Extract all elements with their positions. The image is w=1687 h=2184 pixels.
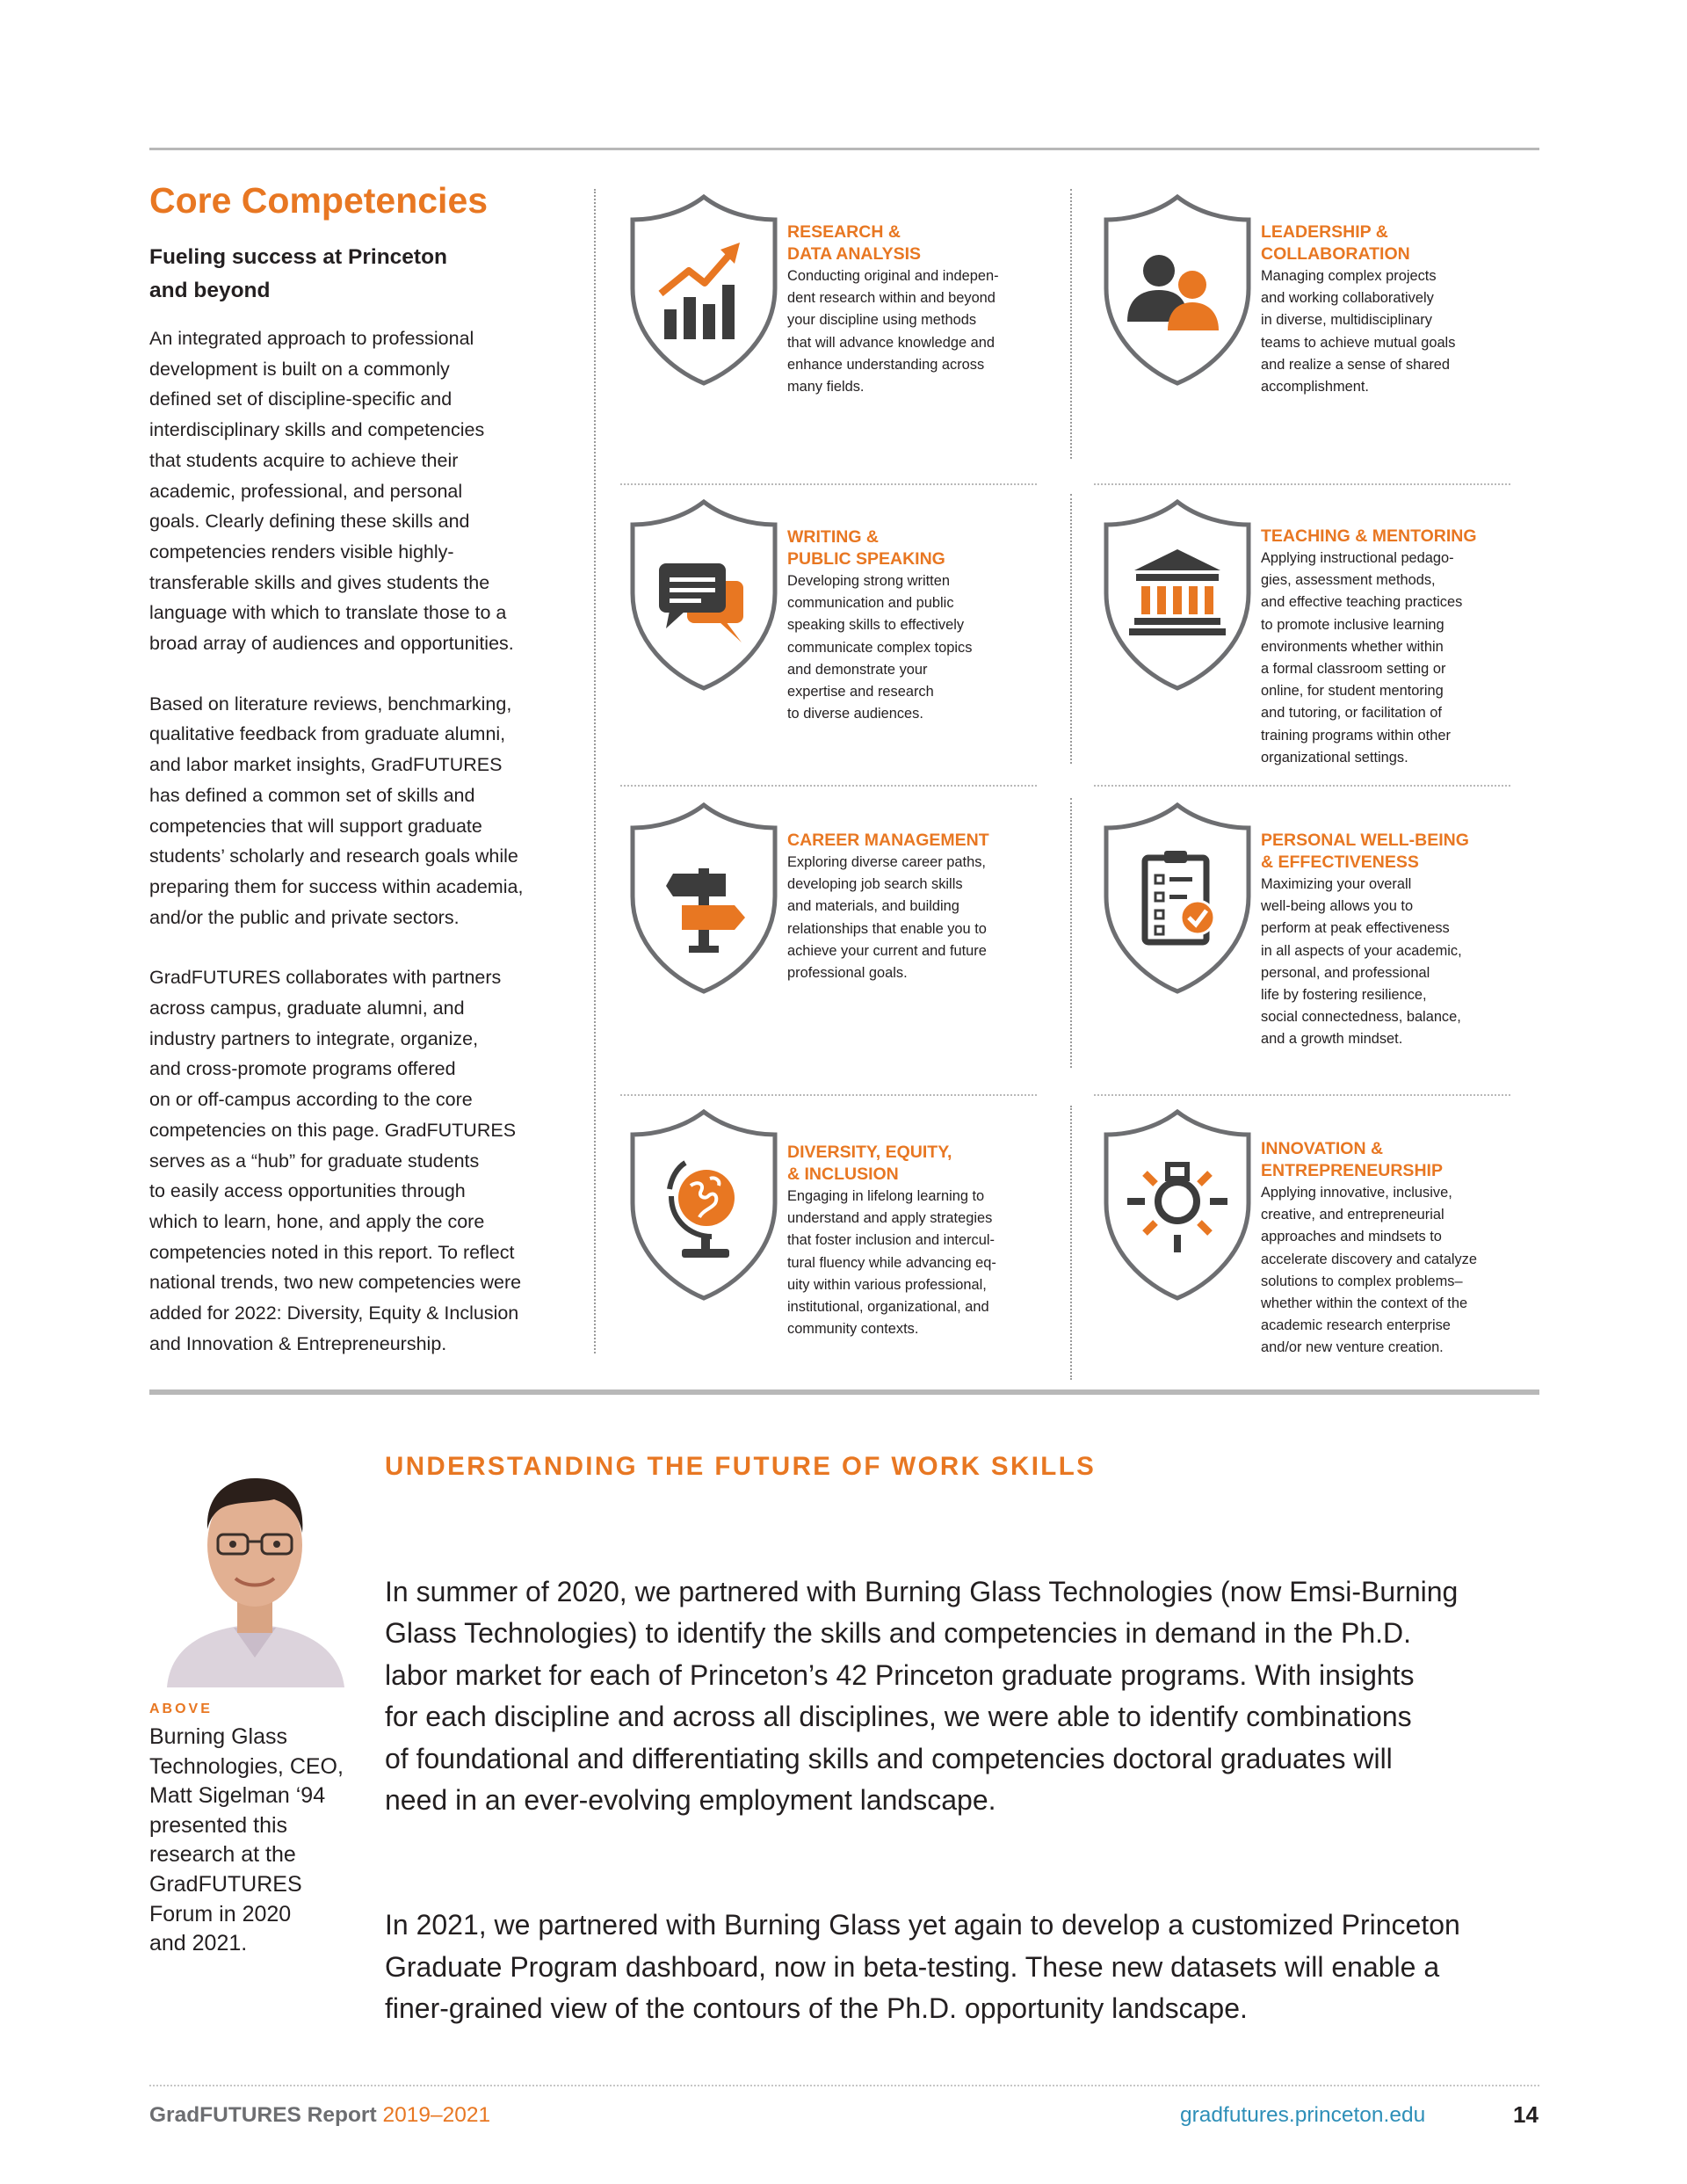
section-rule — [149, 1389, 1539, 1395]
people-icon — [1094, 190, 1261, 390]
competency-diversity — [620, 1105, 1095, 1338]
competency-wellbeing — [1094, 798, 1568, 1048]
competency-heading: RESEARCH & DATA ANALYSIS — [787, 222, 922, 264]
competency-heading: TEACHING & MENTORING — [1261, 526, 1477, 546]
competency-description: Developing strong written communication and public speaking skills to effectively communicate complex topics and demonstrate your expertise and research to diverse audiences. — [787, 573, 973, 722]
institution-icon — [1094, 495, 1261, 695]
competency-description: Applying instructional pedago- gies, assessment methods, and effective teaching practices to promote inclusive learning environments whether within a formal classroom setting or online, for student mentoring and tutoring, or facilitation of training programs within other organizational settings. — [1261, 550, 1463, 765]
competency-innovation — [1094, 1105, 1568, 1356]
competency-description: Engaging in lifelong learning to understand and apply strategies that foster inclusion and intercul- tural fluency while advancing eq- uity within various professional, institutional, organizational, and community contexts. — [787, 1188, 996, 1338]
globe-icon — [620, 1105, 787, 1305]
intro-paragraph: Based on literature reviews, benchmarking, qualitative feedback from graduate alumni, and labor market insights, GradFUTURES has defined a common set of skills and competencies that will support graduate students’ scholarly and research goals while preparing them for success within academia, and/or the public and private sectors. — [149, 693, 524, 928]
top-rule — [149, 148, 1539, 150]
report-years: 2019–2021 — [382, 2103, 491, 2127]
page-title: Core Competencies — [149, 180, 489, 221]
competency-research — [620, 190, 1095, 418]
competency-leadership — [1094, 190, 1568, 418]
section-paragraph: In summer of 2020, we partnered with Burning Glass Technologies (now Emsi-Burning Glass Technologies) to identify the skills and competencies in demand in the Ph.D. labor market for each of Princeton’s 42 Princeton graduate programs. With insights for each discipline and across all disciplines, we were able to identify combinations of foundational and differentiating skills and competencies doctoral graduates will need in an ever-evolving employment landscape. — [385, 1575, 1459, 1816]
competency-description: Maximizing your overall well-being allows you to perform at peak effectiveness in all aspects of your academic, personal, and professional life by fostering resilience, social connectedness, balance, and a growth mindset. — [1261, 876, 1462, 1048]
report-title: GradFUTURES Report — [149, 2103, 377, 2127]
row-divider — [620, 483, 1037, 485]
intro-paragraph: An integrated approach to professional development is built on a commonly defined set of discipline-specific and interdisciplinary skills and competencies that students acquire to achieve their academic, professional, and personal goals. Clearly defining these skills and competencies renders visible highly- transferable skills and gives students the language with which to translate those to a broad array of audiences and opportunities. — [149, 328, 514, 655]
competency-description: Managing complex projects and working collaboratively in diverse, multidisciplinary teams to achieve mutual goals and realize a sense of shared accomplishment. — [1261, 268, 1456, 395]
section-body — [385, 1529, 1553, 2072]
page-subtitle: Fueling success at Princeton and beyond — [149, 245, 448, 302]
competency-career — [620, 798, 1095, 1027]
competency-writing — [620, 495, 1095, 723]
row-divider — [1094, 785, 1510, 787]
competency-heading: INNOVATION & ENTREPRENEURSHIP — [1261, 1139, 1443, 1180]
page-number: 14 — [1513, 2101, 1539, 2128]
row-divider — [1094, 483, 1510, 485]
intro-column — [149, 180, 571, 1389]
competency-description: Applying innovative, inclusive, creative, and entrepreneurial approaches and mindsets to accelerate discovery and catalyze solutions to complex problems– whether within the context of the academic research enterprise and/or new venture creation. — [1261, 1185, 1477, 1356]
footer-rule — [149, 2085, 1539, 2086]
footer-report-title — [149, 2103, 490, 2128]
portrait-photo — [149, 1441, 360, 1687]
lightbulb-icon — [1094, 1105, 1261, 1305]
competency-heading: CAREER MANAGEMENT — [787, 831, 989, 850]
checklist-icon — [1094, 798, 1261, 998]
intro-paragraph: GradFUTURES collaborates with partners across campus, graduate alumni, and industry partners to integrate, organize, and cross-promote programs offered on or off-campus according to the core competencies on this page. GradFUTURES serves as a “hub” for graduate students to easily access opportunities through which to learn, hone, and apply the core competencies noted in this report. To reflect national trends, two new competencies were added for 2022: Diversity, Equity & Inclusion and Innovation & Entrepreneurship. — [149, 967, 522, 1354]
row-divider — [620, 1094, 1037, 1096]
competency-teaching — [1094, 495, 1568, 765]
speech-bubbles-icon — [620, 495, 787, 695]
competency-heading: LEADERSHIP & COLLABORATION — [1261, 222, 1410, 264]
competency-description: Conducting original and indepen- dent research within and beyond your discipline using methods that will advance knowledge and enhance understanding across many fields. — [787, 268, 999, 395]
footer-url-link[interactable]: gradfutures.princeton.edu — [1180, 2103, 1426, 2127]
competency-heading: PERSONAL WELL-BEING & EFFECTIVENESS — [1261, 831, 1469, 872]
chart-growth-icon — [620, 190, 787, 390]
caption-label: ABOVE — [149, 1701, 213, 1716]
competency-heading: WRITING & PUBLIC SPEAKING — [787, 527, 945, 569]
section-paragraph: In 2021, we partnered with Burning Glass yet again to develop a customized Princeton Graduate Program dashboard, now in beta-testing. These new datasets will enable a finer-grained view of the contours of the Ph.D. opportunity landscape. — [385, 1909, 1460, 2024]
signpost-icon — [620, 798, 787, 998]
column-divider — [594, 189, 596, 1353]
photo-caption: Burning Glass Technologies, CEO, Matt Sigelman ‘94 presented this research at the GradFUTURES Forum in 2020 and 2021. — [149, 1724, 344, 1956]
row-divider — [620, 785, 1037, 787]
section-heading: UNDERSTANDING THE FUTURE OF WORK SKILLS — [385, 1452, 1097, 1481]
competency-description: Exploring diverse career paths, developing job search skills and materials, and building relationships that enable you to achieve your current and future professional goals. — [787, 854, 987, 982]
row-divider — [1094, 1094, 1510, 1096]
competency-heading: DIVERSITY, EQUITY, & INCLUSION — [787, 1143, 952, 1184]
